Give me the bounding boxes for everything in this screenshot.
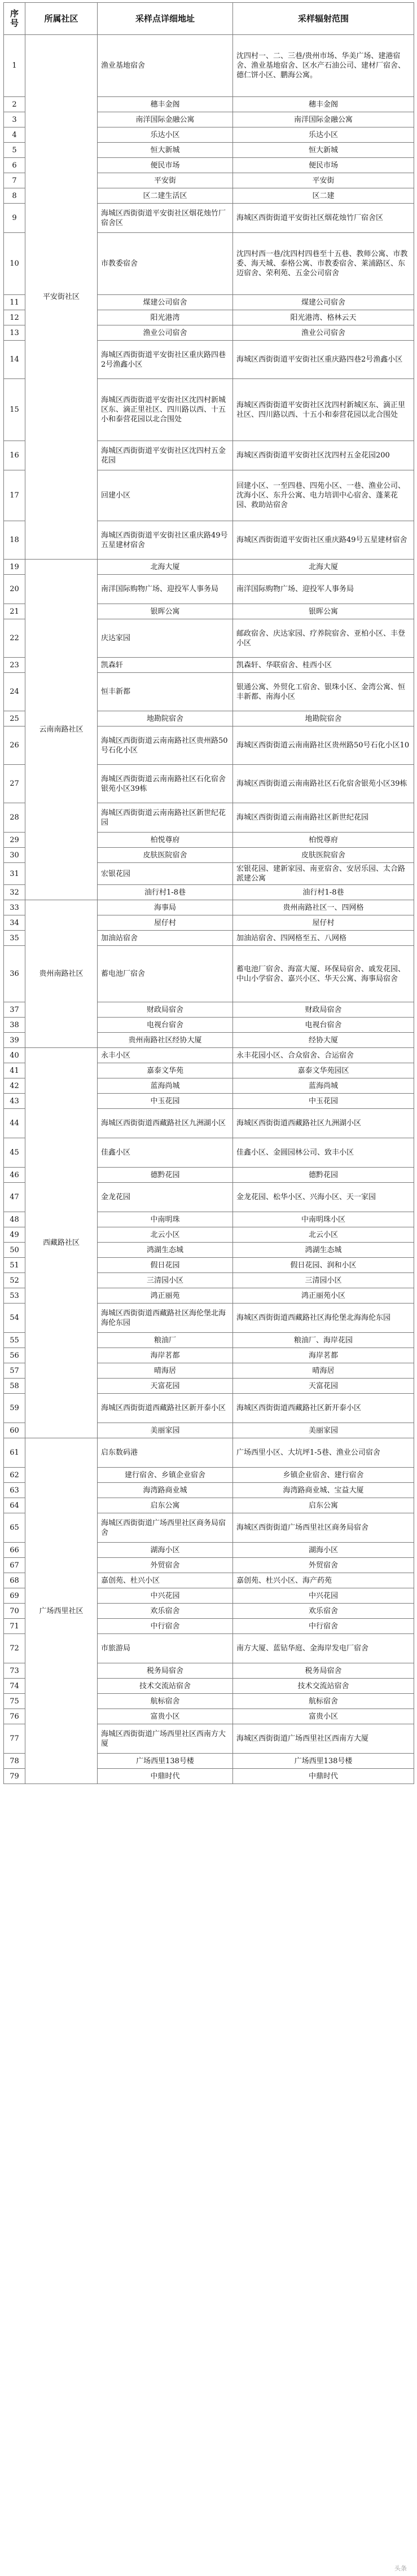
coverage-scope-cell: 海城区西街街道广场西里社区西南方大厦: [233, 1724, 414, 1754]
coverage-scope-cell: 鸿正丽苑小区: [233, 1288, 414, 1304]
coverage-scope-cell: 中兴花园: [233, 1588, 414, 1604]
row-number: 77: [4, 1724, 25, 1754]
row-number: 37: [4, 1002, 25, 1018]
coverage-scope-cell: 广场西里138号楼: [233, 1754, 414, 1769]
row-number: 78: [4, 1754, 25, 1769]
coverage-scope-cell: 天富花园: [233, 1379, 414, 1394]
site-address-cell: 北海大厦: [98, 560, 233, 575]
sampling-site-sheet: [3, 2, 414, 1784]
site-address-cell: 金龙花园: [98, 1183, 233, 1212]
row-number: 29: [4, 833, 25, 848]
site-address-cell: 粮油厂: [98, 1333, 233, 1348]
site-address-cell: 启东数码港: [98, 1438, 233, 1468]
row-number: 26: [4, 726, 25, 765]
table-row: [4, 1438, 414, 1468]
coverage-scope-cell: 贵州南路社区一、四网格: [233, 900, 414, 915]
row-number: 20: [4, 575, 25, 604]
site-address-cell: 德黔花园: [98, 1168, 233, 1183]
coverage-scope-cell: 乐达小区: [233, 127, 414, 143]
row-number: 57: [4, 1363, 25, 1379]
row-number: 27: [4, 765, 25, 803]
row-number: 15: [4, 379, 25, 441]
community-cell: 西藏路社区: [25, 1048, 98, 1438]
row-number: 79: [4, 1769, 25, 1784]
coverage-scope-cell: 银通公寓、外贸化工宿舍、银珠小区、金湾公寓、恒丰新都、南海小区: [233, 673, 414, 711]
row-number: 41: [4, 1063, 25, 1078]
row-number: 45: [4, 1138, 25, 1168]
site-address-cell: 嘉泰文华苑: [98, 1063, 233, 1078]
coverage-scope-cell: 海岸茗都: [233, 1348, 414, 1363]
site-address-cell: 市教委宿舍: [98, 233, 233, 295]
site-address-cell: 美丽家园: [98, 1423, 233, 1438]
site-address-cell: 渔业基地宿舍: [98, 35, 233, 97]
row-number: 40: [4, 1048, 25, 1063]
coverage-scope-cell: 中行宿舍: [233, 1619, 414, 1634]
coverage-scope-cell: 凯森轩、华联宿舍、桂西小区: [233, 658, 414, 673]
coverage-scope-cell: 永丰花园小区、合众宿舍、合运宿舍: [233, 1048, 414, 1063]
coverage-scope-cell: 粮油厂、海岸花园: [233, 1333, 414, 1348]
coverage-scope-cell: 经协大厦: [233, 1033, 414, 1048]
coverage-scope-cell: 海城区西街街道平安街社区沈四村五金花园200: [233, 441, 414, 470]
coverage-scope-cell: 海城区西街街道平安街社区重庆路四巷2号渔鑫小区: [233, 341, 414, 379]
coverage-scope-cell: 海城区西街街道西藏路社区新开泰小区: [233, 1394, 414, 1423]
site-address-cell: 鸿湖生态城: [98, 1243, 233, 1258]
row-number: 53: [4, 1288, 25, 1304]
community-cell: 广场西里社区: [25, 1438, 98, 1784]
site-address-cell: 庆达家园: [98, 619, 233, 658]
row-number: 65: [4, 1513, 25, 1543]
row-number: 21: [4, 604, 25, 619]
row-number: 4: [4, 127, 25, 143]
coverage-scope-cell: 美丽家园: [233, 1423, 414, 1438]
site-address-cell: 蓄电池厂宿舍: [98, 946, 233, 1002]
coverage-scope-cell: 海城区西街街道云南南路社区贵州路50号石化小区10: [233, 726, 414, 765]
site-address-cell: 便民市场: [98, 158, 233, 173]
coverage-scope-cell: 假日花园、润和小区: [233, 1258, 414, 1273]
row-number: 64: [4, 1498, 25, 1513]
coverage-scope-cell: 煤建公司宿舍: [233, 295, 414, 310]
coverage-scope-cell: 湖海小区: [233, 1543, 414, 1558]
row-number: 51: [4, 1258, 25, 1273]
row-number: 2: [4, 97, 25, 112]
row-number: 49: [4, 1227, 25, 1243]
coverage-scope-cell: 海城区西街街道平安街社区沈四村新城区东、滴正里社区、四川路以西、十五小和泰营花园以北合围处: [233, 379, 414, 441]
row-number: 22: [4, 619, 25, 658]
coverage-scope-cell: 区二建: [233, 188, 414, 204]
row-number: 5: [4, 143, 25, 158]
site-address-cell: 渔业公司宿舍: [98, 325, 233, 341]
site-address-cell: 海岸茗都: [98, 1348, 233, 1363]
row-number: 25: [4, 711, 25, 726]
coverage-scope-cell: 富贵小区: [233, 1709, 414, 1724]
coverage-scope-cell: 沈四村西一巷/沈四村四巷至十五巷、教师公寓、市教委、海天城、泰格公寓、市教委宿舍、莱浦路区、东迈宿舍、荣利苑、五金公司宿舍: [233, 233, 414, 295]
coverage-scope-cell: 海城区西街街道西藏路社区海伦堡北海海伦东园: [233, 1304, 414, 1333]
table-row: [4, 35, 414, 97]
sampling-site-table: [3, 2, 414, 1784]
site-address-cell: 柏悦尊府: [98, 833, 233, 848]
site-address-cell: 北云小区: [98, 1227, 233, 1243]
row-number: 62: [4, 1468, 25, 1483]
row-number: 60: [4, 1423, 25, 1438]
site-address-cell: 海城区西街街道云南南路社区新世纪花园: [98, 803, 233, 833]
site-address-cell: 恒大新城: [98, 143, 233, 158]
coverage-scope-cell: 佳鑫小区、金圆园林公司、致丰小区: [233, 1138, 414, 1168]
row-number: 35: [4, 931, 25, 946]
site-address-cell: 欢乐宿舍: [98, 1604, 233, 1619]
row-number: 19: [4, 560, 25, 575]
site-address-cell: 电视台宿舍: [98, 1018, 233, 1033]
site-address-cell: 煤建公司宿舍: [98, 295, 233, 310]
row-number: 17: [4, 470, 25, 521]
row-number: 3: [4, 112, 25, 127]
row-number: 10: [4, 233, 25, 295]
site-address-cell: 晴海居: [98, 1363, 233, 1379]
site-address-cell: 永丰小区: [98, 1048, 233, 1063]
coverage-scope-cell: 启东公寓: [233, 1498, 414, 1513]
row-number: 55: [4, 1333, 25, 1348]
coverage-scope-cell: 沈四村一、二、三巷/贵州市场、华美广场、建港宿舍、渔业基地宿舍、区水产石油公司、建材厂宿舍、德仁饼小区、鹏海公寓。: [233, 35, 414, 97]
coverage-scope-cell: 三清园小区: [233, 1273, 414, 1288]
coverage-scope-cell: 海城区西街街道云南南路社区石化宿舍银苑小区39栋: [233, 765, 414, 803]
row-number: 54: [4, 1304, 25, 1333]
coverage-scope-cell: 屋仔村: [233, 915, 414, 931]
site-address-cell: 鸿正丽苑: [98, 1288, 233, 1304]
site-address-cell: 海城区西街街道平安街社区沈四村五金花园: [98, 441, 233, 470]
row-number: 72: [4, 1634, 25, 1663]
site-address-cell: 富贵小区: [98, 1709, 233, 1724]
coverage-scope-cell: 穗丰金阁: [233, 97, 414, 112]
coverage-scope-cell: 蓝海尚城: [233, 1078, 414, 1094]
site-address-cell: 海城区西街街道平安街社区重庆路49号五星建材宿舍: [98, 521, 233, 560]
coverage-scope-cell: 加油站宿舍、四网格至五、八网格: [233, 931, 414, 946]
coverage-scope-cell: 乡镇企业宿舍、建行宿舍: [233, 1468, 414, 1483]
table-row: [4, 900, 414, 915]
row-number: 7: [4, 173, 25, 188]
site-address-cell: 嘉创苑、杜兴小区: [98, 1573, 233, 1588]
coverage-scope-cell: 中鼎时代: [233, 1769, 414, 1784]
site-address-cell: 财政局宿舍: [98, 1002, 233, 1018]
coverage-scope-cell: 回建小区、一至四巷、四苑小区、一巷、渔业公司、沈海小区、东升公寓、电力培训中心宿舍、蓬莱花园、救助站宿舍: [233, 470, 414, 521]
site-address-cell: 屋仔村: [98, 915, 233, 931]
site-address-cell: 中兴花园: [98, 1588, 233, 1604]
coverage-scope-cell: 税务局宿舍: [233, 1663, 414, 1679]
coverage-scope-cell: 金龙花园、松华小区、兴海小区、天一家园: [233, 1183, 414, 1212]
site-address-cell: 市旅游局: [98, 1634, 233, 1663]
table-header-row: [4, 3, 414, 35]
coverage-scope-cell: 北海大厦: [233, 560, 414, 575]
site-address-cell: 税务局宿舍: [98, 1663, 233, 1679]
site-address-cell: 佳鑫小区: [98, 1138, 233, 1168]
coverage-scope-cell: 中玉花园: [233, 1094, 414, 1109]
row-number: 44: [4, 1109, 25, 1138]
header-no: 序号: [4, 3, 25, 35]
row-number: 68: [4, 1573, 25, 1588]
coverage-scope-cell: 便民市场: [233, 158, 414, 173]
site-address-cell: 乐达小区: [98, 127, 233, 143]
header-scope: 采样辐射范围: [233, 3, 414, 35]
community-cell: 云南南路社区: [25, 560, 98, 900]
row-number: 48: [4, 1212, 25, 1227]
site-address-cell: 技术交流站宿舍: [98, 1679, 233, 1694]
coverage-scope-cell: 航标宿舍: [233, 1694, 414, 1709]
row-number: 8: [4, 188, 25, 204]
coverage-scope-cell: 海湾路商业城、宝益大厦: [233, 1483, 414, 1498]
site-address-cell: 假日花园: [98, 1258, 233, 1273]
coverage-scope-cell: 中南明珠小区: [233, 1212, 414, 1227]
site-address-cell: 宏银花园: [98, 863, 233, 885]
site-address-cell: 银晖公寓: [98, 604, 233, 619]
site-address-cell: 平安街: [98, 173, 233, 188]
site-address-cell: 区二建生活区: [98, 188, 233, 204]
coverage-scope-cell: 邮政宿舍、庆达家园、疗养院宿舍、亚柏小区、丰登小区: [233, 619, 414, 658]
site-address-cell: 海城区西街街道平安街社区烟花烛竹厂宿舍区: [98, 204, 233, 233]
row-number: 9: [4, 204, 25, 233]
site-address-cell: 海城区西街街道平安街社区重庆路四巷2号渔鑫小区: [98, 341, 233, 379]
header-community: 所属社区: [25, 3, 98, 35]
row-number: 33: [4, 900, 25, 915]
site-address-cell: 中南明珠: [98, 1212, 233, 1227]
coverage-scope-cell: 晴海居: [233, 1363, 414, 1379]
coverage-scope-cell: 技术交流站宿舍: [233, 1679, 414, 1694]
row-number: 32: [4, 885, 25, 900]
row-number: 6: [4, 158, 25, 173]
row-number: 16: [4, 441, 25, 470]
coverage-scope-cell: 海城区西街街道西藏路社区九洲湖小区: [233, 1109, 414, 1138]
row-number: 12: [4, 310, 25, 325]
header-site: 采样点详细地址: [98, 3, 233, 35]
coverage-scope-cell: 地勘院宿舍: [233, 711, 414, 726]
coverage-scope-cell: 南方大厦、蓝钻华庭、金海岸发电厂宿舍: [233, 1634, 414, 1663]
row-number: 59: [4, 1394, 25, 1423]
row-number: 58: [4, 1379, 25, 1394]
site-address-cell: 穗丰金阁: [98, 97, 233, 112]
site-address-cell: 贵州南路社区经协大厦: [98, 1033, 233, 1048]
site-address-cell: 中行宿舍: [98, 1619, 233, 1634]
site-address-cell: 天富花园: [98, 1379, 233, 1394]
site-address-cell: 海城区西街街道西藏路社区海伦堡北海海伦东园: [98, 1304, 233, 1333]
site-address-cell: 恒丰新都: [98, 673, 233, 711]
site-address-cell: 凯森轩: [98, 658, 233, 673]
row-number: 34: [4, 915, 25, 931]
community-cell: 平安街社区: [25, 35, 98, 560]
site-address-cell: 海城区西街街道平安街社区沈四村新城区东、滴正里社区、四川路以西、十五小和泰营花园以北合围处: [98, 379, 233, 441]
row-number: 24: [4, 673, 25, 711]
site-address-cell: 皮肤医院宿舍: [98, 848, 233, 863]
coverage-scope-cell: 皮肤医院宿舍: [233, 848, 414, 863]
row-number: 52: [4, 1273, 25, 1288]
site-address-cell: 海湾路商业城: [98, 1483, 233, 1498]
row-number: 63: [4, 1483, 25, 1498]
coverage-scope-cell: 嘉创苑、杜兴小区、海产药苑: [233, 1573, 414, 1588]
row-number: 50: [4, 1243, 25, 1258]
row-number: 14: [4, 341, 25, 379]
row-number: 39: [4, 1033, 25, 1048]
site-address-cell: 建行宿舍、乡镇企业宿舍: [98, 1468, 233, 1483]
coverage-scope-cell: 财政局宿舍: [233, 1002, 414, 1018]
row-number: 13: [4, 325, 25, 341]
row-number: 46: [4, 1168, 25, 1183]
coverage-scope-cell: 电视台宿舍: [233, 1018, 414, 1033]
coverage-scope-cell: 海城区西街街道云南南路社区新世纪花园: [233, 803, 414, 833]
coverage-scope-cell: 蓄电池厂宿舍、海富大厦、环保局宿舍、戚发花园、中山小学宿舍、嘉兴小区、华天公寓、海事局宿舍: [233, 946, 414, 1002]
site-address-cell: 阳光港湾: [98, 310, 233, 325]
row-number: 38: [4, 1018, 25, 1033]
site-address-cell: 外贸宿舍: [98, 1558, 233, 1573]
row-number: 56: [4, 1348, 25, 1363]
site-address-cell: 湖海小区: [98, 1543, 233, 1558]
row-number: 36: [4, 946, 25, 1002]
row-number: 66: [4, 1543, 25, 1558]
row-number: 23: [4, 658, 25, 673]
table-row: [4, 560, 414, 575]
coverage-scope-cell: 平安街: [233, 173, 414, 188]
coverage-scope-cell: 鸿湖生态城: [233, 1243, 414, 1258]
site-address-cell: 海事局: [98, 900, 233, 915]
site-address-cell: 蓝海尚城: [98, 1078, 233, 1094]
coverage-scope-cell: 银晖公寓: [233, 604, 414, 619]
site-address-cell: 海城区西街街道广场西里社区商务局宿舍: [98, 1513, 233, 1543]
coverage-scope-cell: 外贸宿舍: [233, 1558, 414, 1573]
coverage-scope-cell: 北云小区: [233, 1227, 414, 1243]
row-number: 61: [4, 1438, 25, 1468]
coverage-scope-cell: 南洋国际金融公寓: [233, 112, 414, 127]
coverage-scope-cell: 柏悦尊府: [233, 833, 414, 848]
row-number: 30: [4, 848, 25, 863]
site-address-cell: 地勘院宿舍: [98, 711, 233, 726]
row-number: 43: [4, 1094, 25, 1109]
row-number: 69: [4, 1588, 25, 1604]
row-number: 18: [4, 521, 25, 560]
row-number: 75: [4, 1694, 25, 1709]
row-number: 28: [4, 803, 25, 833]
site-address-cell: 南洋国际金融公寓: [98, 112, 233, 127]
coverage-scope-cell: 嘉泰文华苑园区: [233, 1063, 414, 1078]
coverage-scope-cell: 海城区西街街道广场西里社区商务局宿舍: [233, 1513, 414, 1543]
coverage-scope-cell: 油行村1-8巷: [233, 885, 414, 900]
table-body: [4, 35, 414, 1784]
site-address-cell: 广场西里138号楼: [98, 1754, 233, 1769]
site-address-cell: 海城区西街街道云南南路社区贵州路50号石化小区: [98, 726, 233, 765]
site-address-cell: 中鼎时代: [98, 1769, 233, 1784]
coverage-scope-cell: 欢乐宿舍: [233, 1604, 414, 1619]
site-address-cell: 海城区西街街道西藏路社区九洲湖小区: [98, 1109, 233, 1138]
row-number: 42: [4, 1078, 25, 1094]
site-address-cell: 海城区西街街道西藏路社区新开泰小区: [98, 1394, 233, 1423]
row-number: 31: [4, 863, 25, 885]
coverage-scope-cell: 德黔花园: [233, 1168, 414, 1183]
site-address-cell: 中玉花园: [98, 1094, 233, 1109]
site-address-cell: 南洋国际购物广场、迎投军人事务局: [98, 575, 233, 604]
site-address-cell: 三清园小区: [98, 1273, 233, 1288]
site-address-cell: 航标宿舍: [98, 1694, 233, 1709]
coverage-scope-cell: 南洋国际购物广场、迎投军人事务局: [233, 575, 414, 604]
site-address-cell: 回建小区: [98, 470, 233, 521]
row-number: 11: [4, 295, 25, 310]
coverage-scope-cell: 广场西里小区、大坑坪1-5巷、渔业公司宿舍: [233, 1438, 414, 1468]
table-row: [4, 1048, 414, 1063]
coverage-scope-cell: 渔业公司宿舍: [233, 325, 414, 341]
coverage-scope-cell: 恒大新城: [233, 143, 414, 158]
row-number: 76: [4, 1709, 25, 1724]
coverage-scope-cell: 宏银花园、建新家园、南亚宿舍、安居乐园、太合路派建公寓: [233, 863, 414, 885]
site-address-cell: 海城区西街街道广场西里社区西南方大厦: [98, 1724, 233, 1754]
site-address-cell: 海城区西街街道云南南路社区石化宿舍银苑小区39栋: [98, 765, 233, 803]
row-number: 70: [4, 1604, 25, 1619]
site-address-cell: 油行村1-8巷: [98, 885, 233, 900]
coverage-scope-cell: 海城区西街街道平安街社区烟花烛竹厂宿舍区: [233, 204, 414, 233]
coverage-scope-cell: 阳光港湾、格林云天: [233, 310, 414, 325]
row-number: 67: [4, 1558, 25, 1573]
site-address-cell: 启东公寓: [98, 1498, 233, 1513]
watermark-text: 头条: [394, 2565, 407, 2572]
row-number: 1: [4, 35, 25, 97]
row-number: 47: [4, 1183, 25, 1212]
row-number: 73: [4, 1663, 25, 1679]
coverage-scope-cell: 海城区西街街道平安街社区重庆路49号五星建材宿舍: [233, 521, 414, 560]
row-number: 71: [4, 1619, 25, 1634]
site-address-cell: 加油站宿舍: [98, 931, 233, 946]
row-number: 74: [4, 1679, 25, 1694]
community-cell: 贵州南路社区: [25, 900, 98, 1048]
